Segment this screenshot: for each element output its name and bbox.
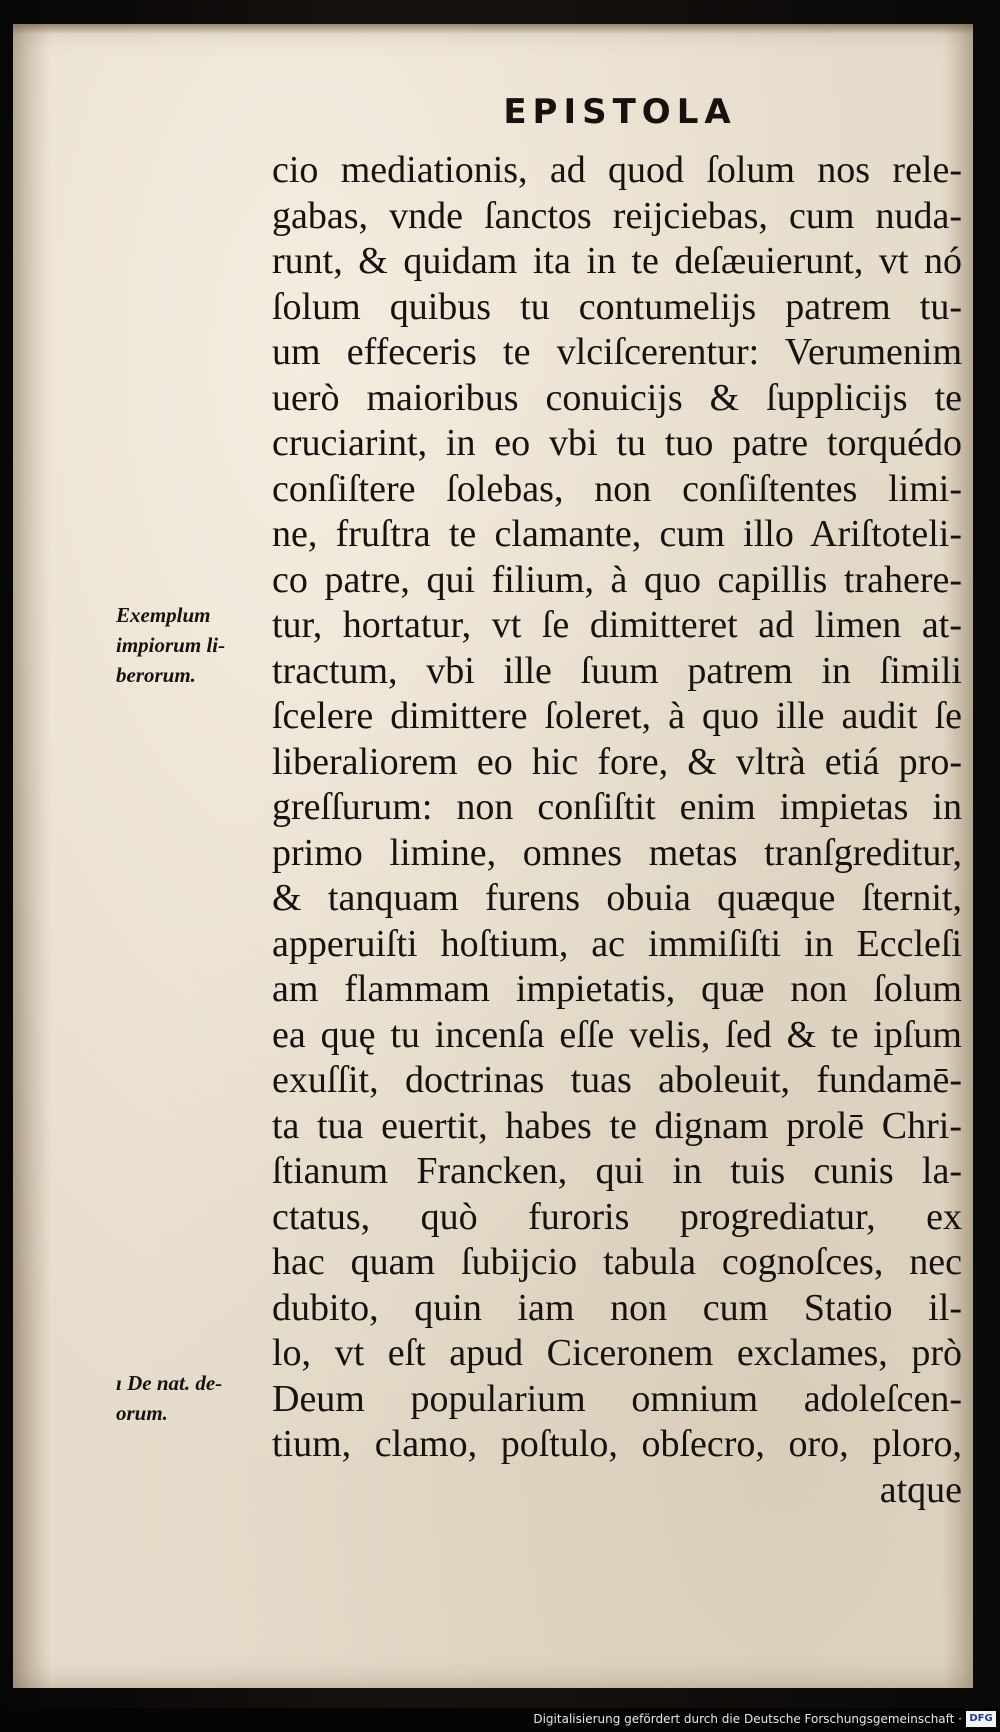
text-line: ſcelere dimittere ſoleret, à quo ille audit ſe — [272, 695, 962, 737]
marginal-note-line: berorum. — [116, 663, 196, 687]
digitization-footer — [0, 1708, 1000, 1732]
text-line: & tanquam furens obuia quæque ſternit, — [272, 877, 962, 919]
marginal-note-citation — [116, 1368, 266, 1428]
marginal-note-line: ı De nat. de- — [116, 1371, 223, 1395]
text-line: greſſurum: non conſiſtit enim impietas in — [272, 786, 962, 828]
page-edge — [13, 24, 973, 34]
marginal-note-exemplum — [116, 600, 266, 690]
text-line: primo limine, omnes metas tranſgreditur, — [272, 831, 962, 874]
text-line: ſtianum Francken, qui in tuis cunis la- — [272, 1150, 962, 1192]
text-line: dubito, quin iam non cum Statio il- — [272, 1286, 962, 1329]
text-line: ne, fruſtra te clamante, cum illo Ariſtoteli- — [272, 513, 962, 555]
text-line: uerò maioribus conuicijs & ſupplicijs te — [272, 376, 962, 419]
marginal-note-line: orum. — [116, 1401, 168, 1425]
marginal-note-line: Exemplum — [116, 603, 211, 627]
text-line: am flammam impietatis, quæ non ſolum — [272, 968, 962, 1010]
funding-credit: Digitalisierung gefördert durch die Deutsche Forschungsgemeinschaft · — [533, 1712, 962, 1726]
text-line: ctatus, quò furoris progrediatur, ex — [272, 1195, 962, 1238]
marginal-note-line: impiorum li- — [116, 633, 226, 657]
text-line: ea quę tu incenſa eſſe velis, ſed & te ipſum — [272, 1013, 962, 1056]
text-line: tium, clamo, poſtulo, obſecro, oro, ploro, — [272, 1423, 962, 1465]
main-text-block — [272, 148, 962, 1513]
text-line: tur, hortatur, vt ſe dimitteret ad limen at- — [272, 604, 962, 646]
text-line: gabas, vnde ſanctos reijciebas, cum nuda- — [272, 194, 962, 237]
text-line: liberaliorem eo hic fore, & vltrà etiá pro- — [272, 740, 962, 783]
running-head: EPISTOLA — [503, 92, 737, 132]
catchword: atque — [879, 1468, 962, 1511]
text-line: ſolum quibus tu contumelijs patrem tu- — [272, 285, 962, 328]
text-line: apperuiſti hoſtium, ac immiſiſti in Eccleſi — [272, 922, 962, 965]
text-line: conſiſtere ſolebas, non conſiſtentes limi- — [272, 467, 962, 510]
dfg-logo-icon: DFG — [966, 1711, 996, 1727]
text-line: cio mediationis, ad quod ſolum nos rele- — [272, 149, 962, 191]
text-line: um effeceris te vlciſcerentur: Verumenim — [272, 331, 962, 373]
text-line: runt, & quidam ita in te deſæuierunt, vt nó — [272, 240, 962, 282]
text-line: hac quam ſubijcio tabula cognoſces, nec — [272, 1241, 962, 1283]
text-line: co patre, qui filium, à quo capillis trahere- — [272, 558, 962, 601]
text-line: Deum popularium omnium adoleſcen- — [272, 1377, 962, 1420]
text-line: cruciarint, in eo vbi tu tuo patre torquédo — [272, 422, 962, 464]
text-line: ta tua euertit, habes te dignam prolē Chri- — [272, 1104, 962, 1147]
text-line: tractum, vbi ille ſuum patrem in ſimili — [272, 649, 962, 692]
text-line: exuſſit, doctrinas tuas aboleuit, fundamē- — [272, 1059, 962, 1101]
text-line: lo, vt eſt apud Ciceronem exclames, prò — [272, 1332, 962, 1374]
